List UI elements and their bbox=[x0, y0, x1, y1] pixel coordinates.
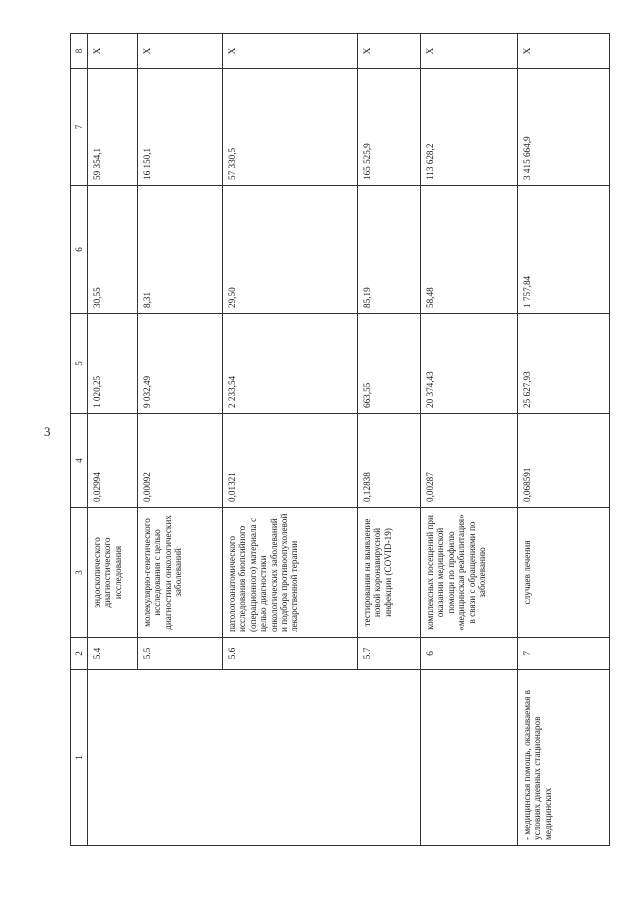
table-cell: 1 757,84 bbox=[518, 186, 610, 314]
table-cell: 3 415 664,9 bbox=[518, 69, 610, 186]
table-cell: - медицинская помощь, оказываемая в условиях дневных стационаров медицинских bbox=[518, 670, 610, 846]
table-cell: эндоскопического диагностического исследования bbox=[88, 508, 138, 638]
page-number: 3 bbox=[44, 424, 51, 439]
table-row bbox=[518, 34, 610, 846]
table-cell: 113 628,2 bbox=[421, 69, 518, 186]
table-cell: 0,068591 bbox=[518, 414, 610, 508]
table-cell bbox=[223, 670, 358, 846]
table-row bbox=[138, 34, 223, 846]
table-row bbox=[223, 34, 358, 846]
table-cell bbox=[358, 670, 421, 846]
table-cell: 16 150,1 bbox=[138, 69, 223, 186]
table-cell bbox=[421, 670, 518, 846]
table-cell: 663,55 bbox=[358, 314, 421, 414]
table-cell: 7 bbox=[518, 638, 610, 670]
table-cell: случаев лечения bbox=[518, 508, 610, 638]
table-cell: 85,19 bbox=[358, 186, 421, 314]
table-cell: Х bbox=[88, 34, 138, 69]
table-frame bbox=[70, 34, 605, 846]
table-cell: тестирования на выявление новой коронавирусной инфекции (COVID-19) bbox=[358, 508, 421, 638]
table-cell: 8,31 bbox=[138, 186, 223, 314]
table-cell: 58,48 bbox=[421, 186, 518, 314]
header-cell: 3 bbox=[71, 508, 88, 638]
header-cell: 7 bbox=[71, 69, 88, 186]
table-cell: 0,12838 bbox=[358, 414, 421, 508]
header-cell: 8 bbox=[71, 34, 88, 69]
header-cell: 6 bbox=[71, 186, 88, 314]
table-cell: 57 330,5 bbox=[223, 69, 358, 186]
table-cell: 5.5 bbox=[138, 638, 223, 670]
table-cell: 6 bbox=[421, 638, 518, 670]
table-cell: 59 354,1 bbox=[88, 69, 138, 186]
data-table bbox=[70, 33, 610, 846]
table-cell: 1 020,25 bbox=[88, 314, 138, 414]
header-row bbox=[71, 34, 88, 846]
table-row bbox=[358, 34, 421, 846]
table-cell: патологоанатомического исследования биопсийного (операционного) материала с целью диагностики онкологических заболеваний и подбора противоопухолевой лекарственной терапии bbox=[223, 508, 358, 638]
header-cell: 1 bbox=[71, 670, 88, 846]
table-cell: 2 233,54 bbox=[223, 314, 358, 414]
table-cell: 0,00092 bbox=[138, 414, 223, 508]
table-row bbox=[88, 34, 138, 846]
table-cell: 0,00287 bbox=[421, 414, 518, 508]
table-cell: молекулярно-генетического исследования с целью диагностики онкологических заболеваний bbox=[138, 508, 223, 638]
table-cell: Х bbox=[518, 34, 610, 69]
table-cell: 25 627,93 bbox=[518, 314, 610, 414]
header-cell: 2 bbox=[71, 638, 88, 670]
table-cell: 0,01321 bbox=[223, 414, 358, 508]
table-cell: Х bbox=[421, 34, 518, 69]
header-cell: 4 bbox=[71, 414, 88, 508]
table-row bbox=[421, 34, 518, 846]
table-cell: 29,50 bbox=[223, 186, 358, 314]
table-cell: 165 525,9 bbox=[358, 69, 421, 186]
table-cell: 0,02994 bbox=[88, 414, 138, 508]
table-cell: 9 032,49 bbox=[138, 314, 223, 414]
table-cell: Х bbox=[138, 34, 223, 69]
table-cell: 30,55 bbox=[88, 186, 138, 314]
table-cell: 5.6 bbox=[223, 638, 358, 670]
table-cell: 5.4 bbox=[88, 638, 138, 670]
table-cell: Х bbox=[223, 34, 358, 69]
table-cell: комплексных посещений при оказании медицинской помощи по профилю «медицинская реабилитация» в связи с обращениями по заболеванию bbox=[421, 508, 518, 638]
header-cell: 5 bbox=[71, 314, 88, 414]
table-cell bbox=[88, 670, 138, 846]
table-cell: 5.7 bbox=[358, 638, 421, 670]
table-cell: 20 374,43 bbox=[421, 314, 518, 414]
table-cell: Х bbox=[358, 34, 421, 69]
table-cell bbox=[138, 670, 223, 846]
